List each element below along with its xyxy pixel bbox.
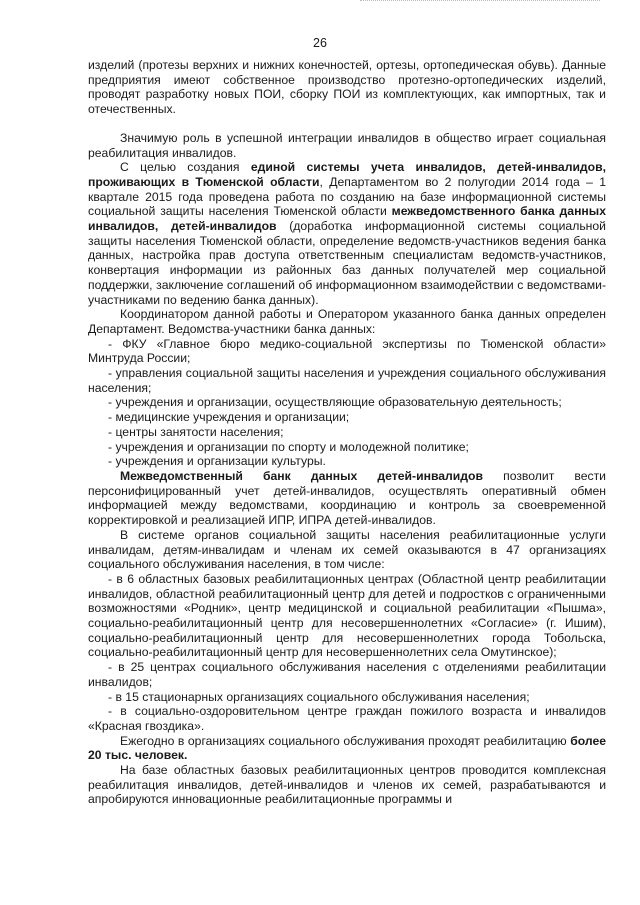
- document-body: [88, 58, 606, 807]
- list-item: - управления социальной защиты населения и учреждения социального обслуживания населения;: [88, 366, 606, 395]
- list-item: - учреждения и организации по спорту и молодежной политике;: [108, 439, 469, 454]
- text: Ежегодно в организациях социального обслуживания проходят реабилитацию: [120, 733, 571, 748]
- text: позволит вести персонифицированный учет детей-инвалидов, осуществлять оперативный обмен информацией между ведомствами, координацию и контроль за своевременной корректировкой и реализацией ИПР, ИПРА детей-инвалидов.: [88, 468, 606, 528]
- bold-text: единой системы учета инвалидов, детей-инвалидов, проживающих в Тюменской области: [88, 160, 606, 189]
- bold-text: Межведомственный банк данных детей-инвалидов: [120, 468, 483, 483]
- list-item: - ФКУ «Главное бюро медико-социальной экспертизы по Тюменской области» Минтруда России;: [88, 336, 606, 366]
- text: С целью создания: [120, 160, 251, 175]
- paragraph-annual: [88, 734, 606, 763]
- list-item: - учреждения и организации, осуществляющие образовательную деятельность;: [108, 395, 562, 410]
- list-item: - центры занятости населения;: [108, 424, 284, 439]
- paragraph: Значимую роль в успешной интеграции инвалидов в общество играет социальная реабилитация инвалидов.: [88, 130, 606, 160]
- list-item: - в 15 стационарных организациях социального обслуживания населения;: [108, 689, 530, 704]
- list-item: - учреждения и организации культуры.: [108, 454, 326, 469]
- paragraph: В системе органов социальной защиты населения реабилитационные услуги инвалидам, детям-инвалидам и членам их семей оказываются в 47 организациях социального обслуживания населения, в том числе:: [88, 527, 606, 572]
- paragraph: На базе областных базовых реабилитационных центров проводится комплексная реабилитация инвалидов, детей-инвалидов и членов их семей, разрабатываются и апробируются инновационные реабилитационные программы и: [88, 763, 606, 807]
- bold-text: межведомственного банка данных инвалидов, детей-инвалидов: [88, 204, 606, 234]
- text: , Департаментом во 2 полугодии 2014 года – 1 квартале 2015 года проведена работа по созданию на базе информационной системы социальной защиты населения Тюменской области: [88, 174, 606, 219]
- scan-artifact: [360, 0, 600, 4]
- page-number: 26: [313, 36, 327, 50]
- list-item: - в социально-оздоровительном центре граждан пожилого возраста и инвалидов «Красная гвоздика».: [88, 704, 606, 733]
- list-item: - в 25 центрах социального обслуживания населения с отделениями реабилитации инвалидов;: [88, 660, 606, 689]
- paragraph-database: [88, 160, 606, 307]
- paragraph: Координатором данной работы и Оператором указанного банка данных определен Департамент. Ведомства-участники банка данных:: [88, 307, 606, 336]
- paragraph-children-bank: [88, 469, 606, 528]
- list-item: - в 6 областных базовых реабилитационных центрах (Областной центр реабилитации инвалидов, областной реабилитационный центр для детей и подростков с ограниченными возможностями «Родник», центр медицинской и социальной реабилитации «Пышма», социально-реабилитационный центр для несовершеннолетних «Согласие» (г. Ишим), социально-реабилитационный центр для несовершеннолетних города Тобольска, социально-реабилитационный центр для несовершеннолетних села Омутинское);: [88, 571, 606, 660]
- bold-text: более 20 тыс. человек.: [88, 733, 606, 763]
- text: (доработка информационной системы социальной защиты населения Тюменской области, определение ведомств-участников ведения банка данных, настройка прав доступа ответственным специалистам ведомств-участников, конвертация информации из районных баз данных получателей мер социальной поддержки, заключение соглашений об информационном взаимодействии с ведомствами-участниками по ведению банка данных).: [88, 219, 606, 307]
- list-item: - медицинские учреждения и организации;: [108, 410, 350, 425]
- paragraph: изделий (протезы верхних и нижних конечностей, ортезы, ортопедическая обувь). Данные предприятия имеют собственное производство протезно-ортопедических изделий, проводят разработку новых ПОИ, сборку ПОИ из комплектующих, как импортных, так и отечественных.: [88, 58, 606, 117]
